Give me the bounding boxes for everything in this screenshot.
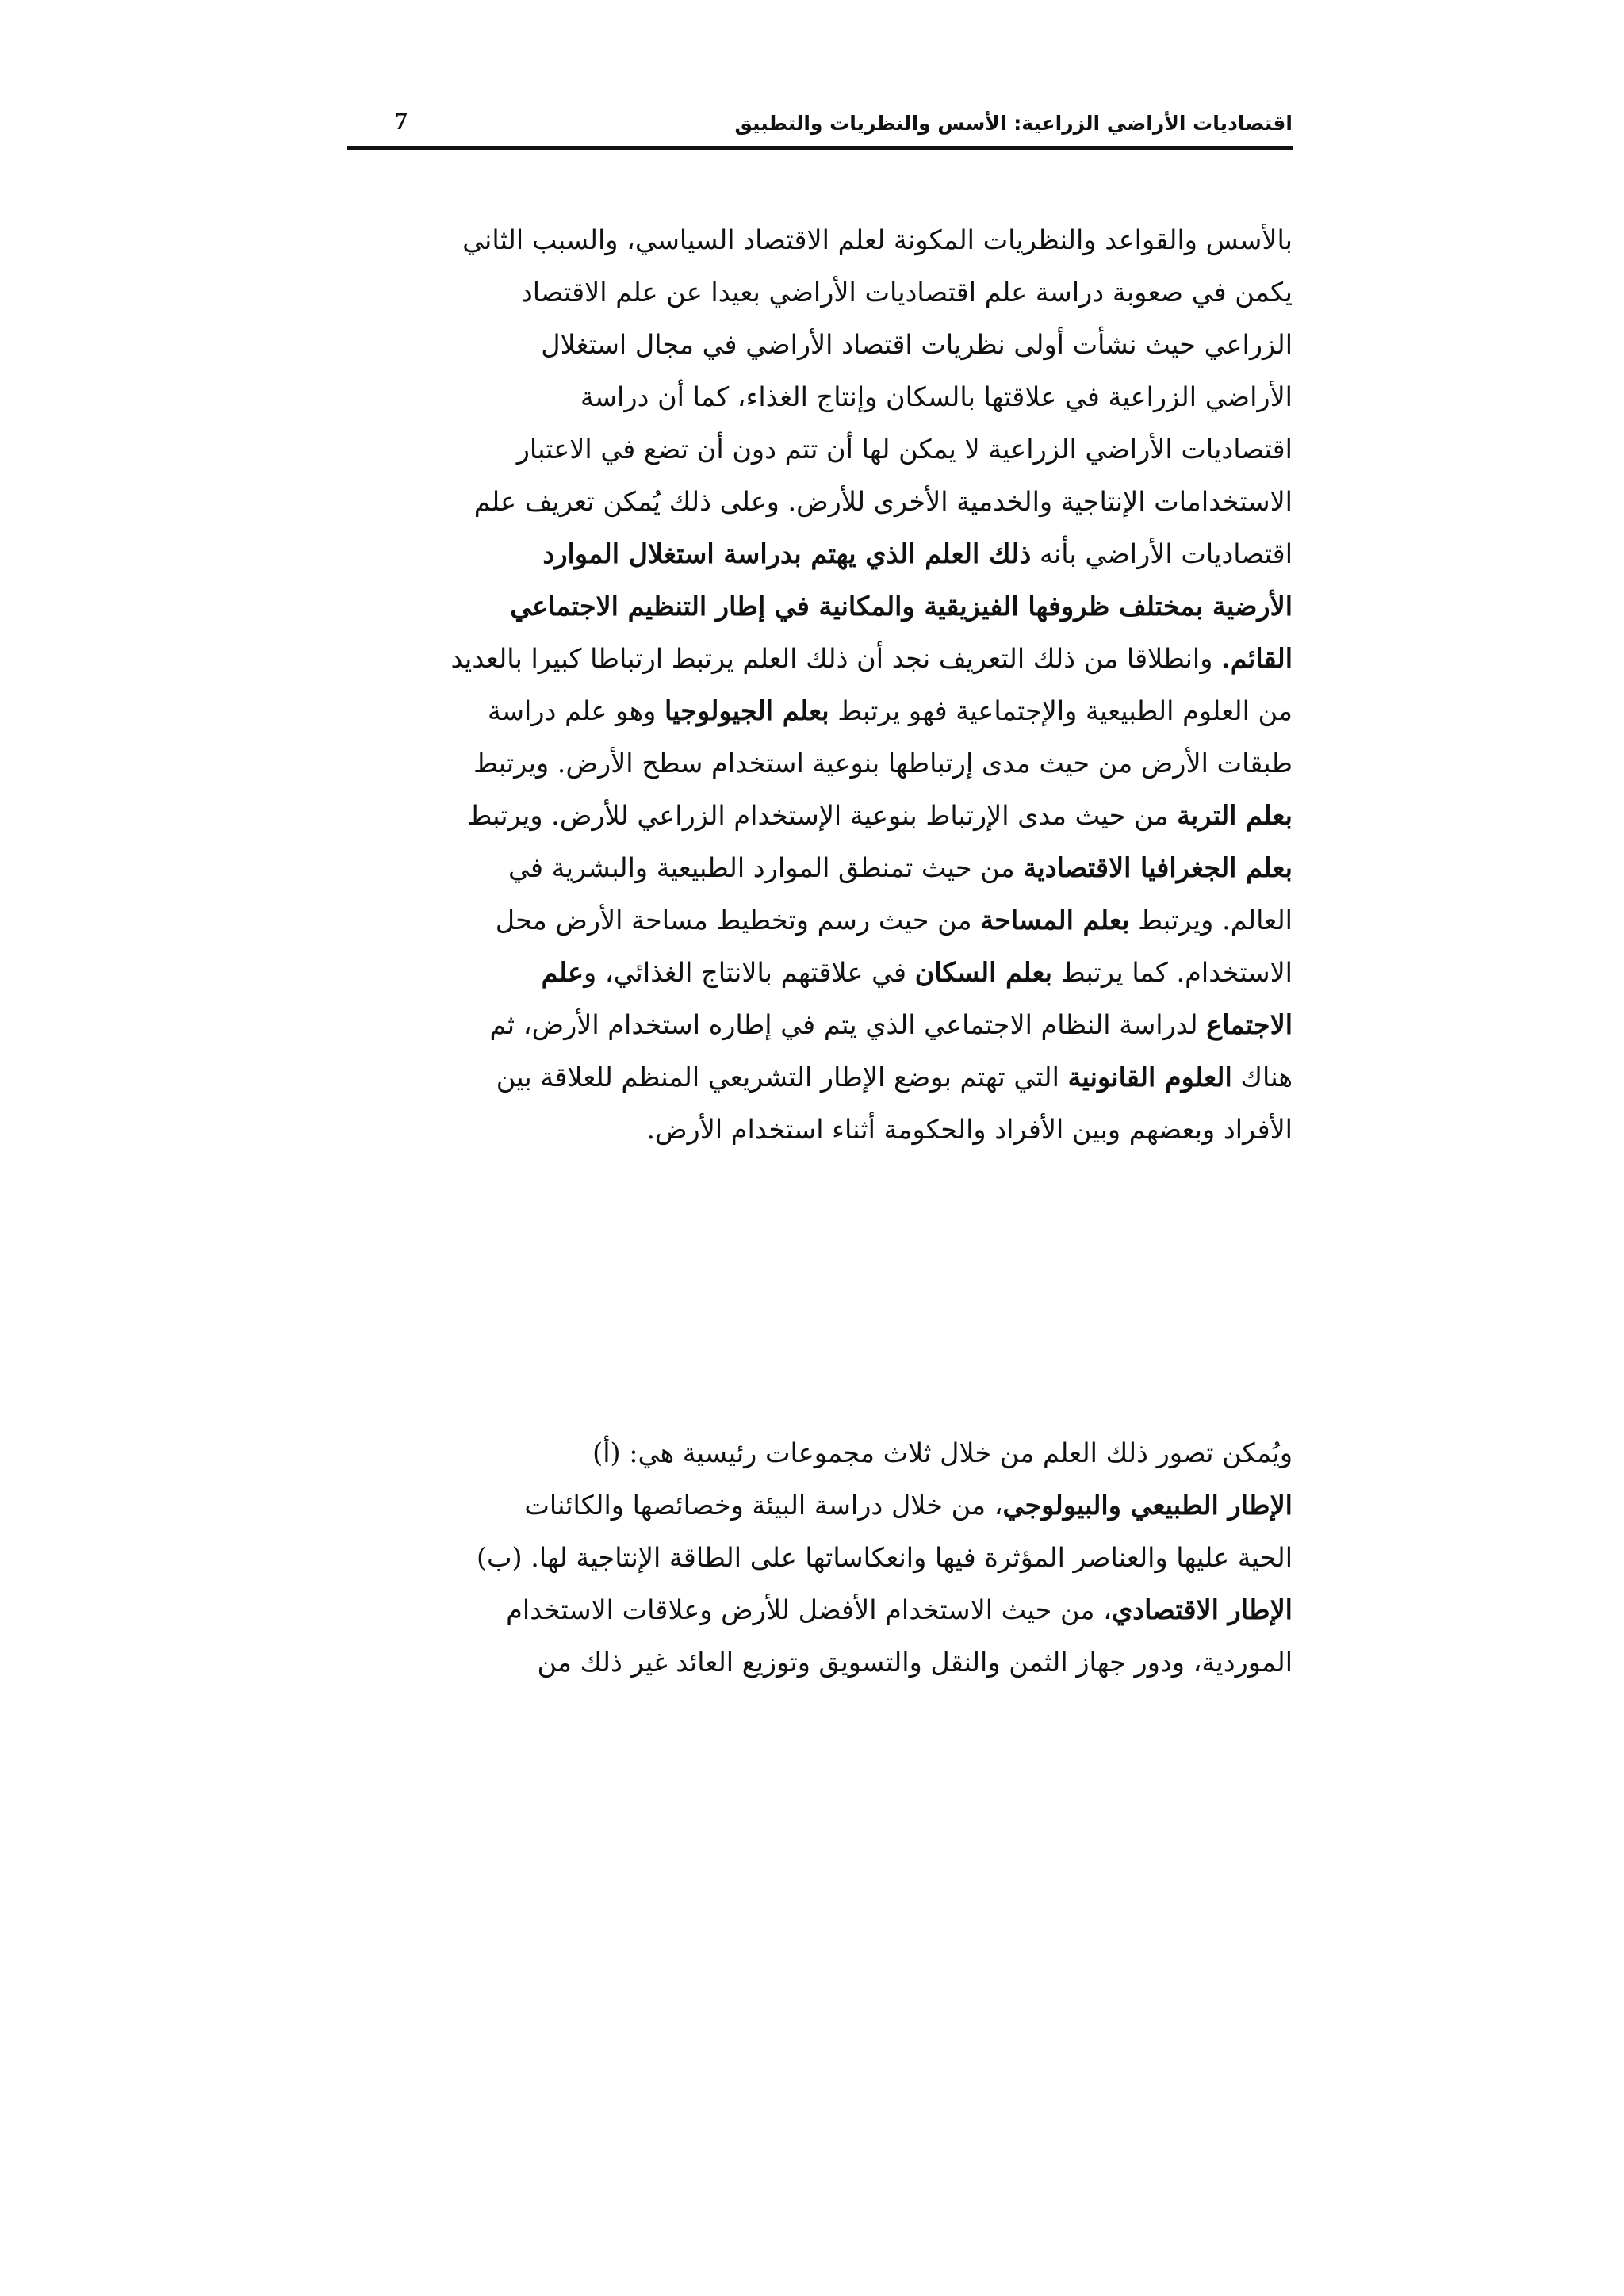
bold-term: بعلم المساحة — [980, 905, 1130, 936]
text-run: لدراسة النظام الاجتماعي الذي يتم في إطاره استخدام الأرض، ثم — [489, 1009, 1207, 1040]
page-number: 7 — [395, 106, 408, 135]
header-rule — [347, 146, 1293, 150]
bold-term: الاجتماع — [1206, 1009, 1293, 1040]
text-run: التي تهتم بوضع الإطار التشريعي المنظم للعلاقة بين — [496, 1062, 1068, 1093]
text-line — [347, 1584, 1293, 1636]
text-line — [347, 999, 1293, 1051]
text-run: العالم. ويرتبط — [1129, 905, 1293, 936]
text-run: الأراضي الزراعية في علاقتها بالسكان وإنتاج الغذاء، كما أن دراسة — [580, 381, 1293, 412]
text-run: الموردية، ودور جهاز الثمن والنقل والتسويق وتوزيع العائد غير ذلك من — [537, 1647, 1293, 1678]
page-header — [347, 101, 1293, 151]
text-line — [347, 633, 1293, 685]
text-line — [347, 842, 1293, 894]
text-line — [347, 737, 1293, 790]
text-line — [347, 790, 1293, 842]
text-run: ، من خلال دراسة البيئة وخصائصها والكائنات — [524, 1490, 1003, 1521]
bold-term: بعلم الجيولوجيا — [664, 695, 829, 726]
bold-term: الإطار الطبيعي والبيولوجي — [1002, 1490, 1293, 1521]
bold-term: القائم. — [1221, 643, 1293, 674]
text-run: الاستخدامات الإنتاجية والخدمية الأخرى للأرض. وعلى ذلك يُمكن تعريف علم — [473, 486, 1293, 517]
text-line — [347, 214, 1293, 266]
text-line — [347, 580, 1293, 633]
text-line — [347, 1636, 1293, 1689]
text-line — [347, 319, 1293, 371]
text-run: وانطلاقا من ذلك التعريف نجد أن ذلك العلم يرتبط ارتباطا كبيرا بالعديد — [450, 643, 1222, 674]
running-title: اقتصاديات الأراضي الزراعية: الأسس والنظريات والتطبيق — [734, 112, 1293, 135]
bold-term: العلوم القانونية — [1067, 1062, 1232, 1093]
text-line — [347, 947, 1293, 999]
paragraph-three-frameworks — [347, 1427, 1293, 1689]
text-run: من حيث رسم وتخطيط مساحة الأرض محل — [495, 905, 981, 936]
text-run: اقتصاديات الأراضي بأنه — [1031, 538, 1293, 569]
text-line — [347, 371, 1293, 423]
bold-term: بعلم السكان — [914, 957, 1052, 988]
text-run: الأفراد وبعضهم وبين الأفراد والحكومة أثناء استخدام الأرض. — [646, 1114, 1293, 1145]
text-run: من العلوم الطبيعية والإجتماعية فهو يرتبط — [829, 695, 1293, 726]
text-line — [347, 685, 1293, 737]
text-run: في علاقتهم بالانتاج الغذائي، و — [584, 957, 915, 988]
text-run: اقتصاديات الأراضي الزراعية لا يمكن لها أن تتم دون أن تضع في الاعتبار — [516, 434, 1293, 465]
text-run: هناك — [1231, 1062, 1293, 1093]
bold-term: ذلك العلم الذي يهتم بدراسة استغلال الموارد — [542, 538, 1032, 569]
text-line — [347, 266, 1293, 319]
bold-term: علم — [541, 957, 584, 988]
text-line — [347, 476, 1293, 528]
text-run: ويُمكن تصور ذلك العلم من خلال ثلاث مجموعات رئيسية هي: (أ) — [592, 1437, 1293, 1468]
bold-term: بعلم التربة — [1177, 800, 1293, 831]
text-line — [347, 1479, 1293, 1532]
text-run: من حيث مدى الإرتباط بنوعية الإستخدام الزراعي للأرض. ويرتبط — [467, 800, 1178, 831]
text-run: طبقات الأرض من حيث مدى إرتباطها بنوعية استخدام سطح الأرض. ويرتبط — [473, 748, 1293, 779]
text-run: وهو علم دراسة — [488, 695, 665, 726]
bold-term: بعلم الجغرافيا الاقتصادية — [1023, 852, 1293, 883]
text-run: يكمن في صعوبة دراسة علم اقتصاديات الأراضي بعيدا عن علم الاقتصاد — [520, 277, 1293, 308]
paragraph-definition — [347, 214, 1293, 1156]
text-run: الاستخدام. كما يرتبط — [1051, 957, 1293, 988]
text-run: من حيث تمنطق الموارد الطبيعية والبشرية في — [508, 852, 1024, 883]
text-run: الزراعي حيث نشأت أولى نظريات اقتصاد الأراضي في مجال استغلال — [541, 329, 1293, 360]
text-line — [347, 528, 1293, 580]
text-line — [347, 894, 1293, 947]
text-line — [347, 1532, 1293, 1584]
text-run: بالأسس والقواعد والنظريات المكونة لعلم الاقتصاد السياسي، والسبب الثاني — [462, 224, 1293, 255]
text-line — [347, 1427, 1293, 1479]
text-line — [347, 1104, 1293, 1156]
bold-term: الإطار الاقتصادي — [1111, 1594, 1293, 1625]
bold-term: الأرضية بمختلف ظروفها الفيزيقية والمكانية في إطار التنظيم الاجتماعي — [510, 591, 1293, 622]
text-run: الحية عليها والعناصر المؤثرة فيها وانعكاساتها على الطاقة الإنتاجية لها. (ب) — [476, 1542, 1293, 1573]
text-line — [347, 423, 1293, 476]
text-line — [347, 1051, 1293, 1104]
text-run: ، من حيث الاستخدام الأفضل للأرض وعلاقات الاستخدام — [506, 1594, 1112, 1625]
